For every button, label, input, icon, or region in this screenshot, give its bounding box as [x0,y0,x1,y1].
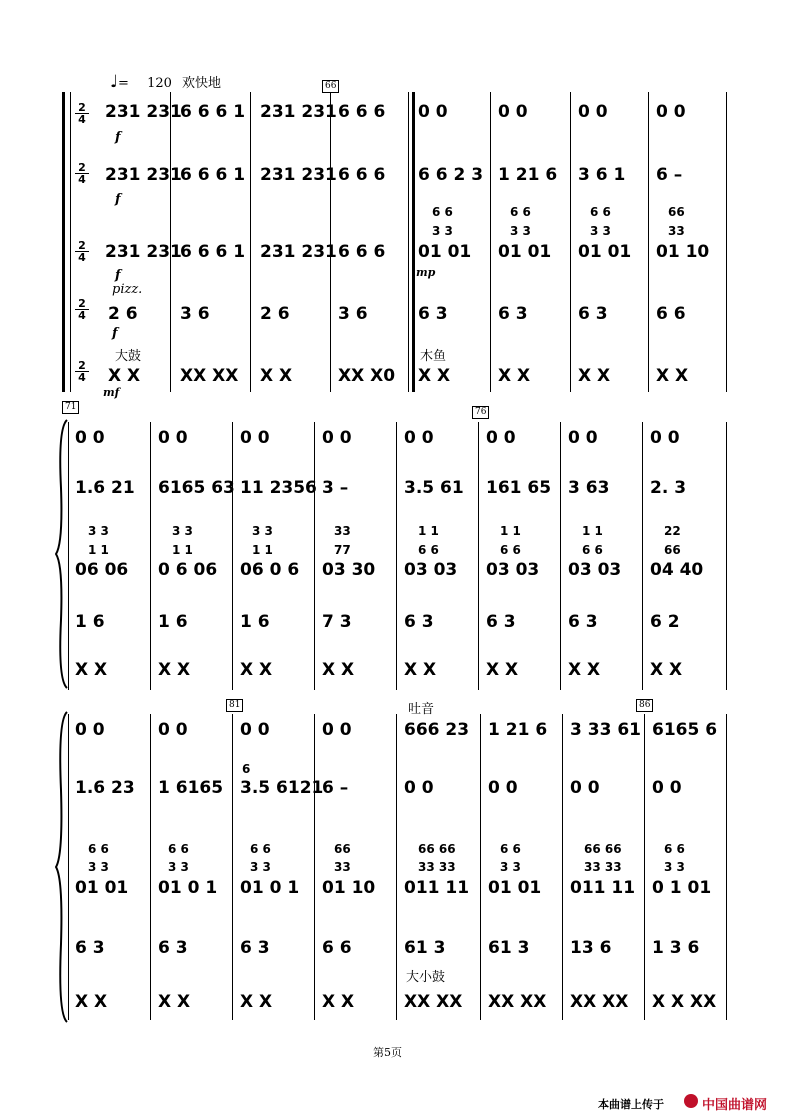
barline [250,92,251,392]
chord-upper: 1 1 [500,524,521,538]
notation-cell: X X [75,660,108,680]
barline [232,422,233,690]
notation-cell: 1 21 6 [488,720,548,740]
notation-cell: 011 11 [570,878,636,898]
barline [314,422,315,690]
barline [570,92,571,392]
notation-cell: X X [568,660,601,680]
notation-cell: 0 0 [486,428,516,448]
notation-cell: 0 0 [568,428,598,448]
chord-upper: 66 [334,842,351,856]
notation-cell: X X [322,660,355,680]
system-barline-start [70,92,71,392]
notation-cell: 6 3 [404,612,434,632]
notation-cell: 6 3 [578,304,608,324]
notation-cell: 6165 63 [158,478,235,498]
dynamic-marking: f [112,326,118,341]
notation-cell: 1 3 6 [652,938,700,958]
system-brace [55,710,69,1024]
notation-cell: X X [418,366,451,386]
notation-cell: 0 0 [240,428,270,448]
chord-upper: 6 6 [88,842,109,856]
page-number: 第5页 [373,1046,402,1059]
notation-cell: 3 6 [338,304,368,324]
notation-cell: 0 0 [578,102,608,122]
chord-upper: 1 1 [418,524,439,538]
notation-cell: X X [656,366,689,386]
notation-cell: X X [240,992,273,1012]
notation-cell: 231 231 [260,102,337,122]
notation-cell: 13 6 [570,938,612,958]
barline [726,422,727,690]
dynamic-marking: f [115,268,121,283]
barline [68,714,69,1020]
measure-number: 86 [636,699,653,712]
notation-cell: 2 6 [108,304,138,324]
notation-cell: 01 10 [322,878,376,898]
chord-upper: 1 1 [582,524,603,538]
technique-marking: 吐音 [408,702,435,717]
notation-cell: 6 6 6 1 [180,102,246,122]
notation-cell: XX XX [570,992,629,1012]
notation-cell: 6 3 [568,612,598,632]
notation-cell: 6 – [322,778,349,798]
notation-cell: 0 0 [404,428,434,448]
notation-cell: XX X0 [338,366,396,386]
time-signature: 2 4 [75,240,89,263]
notation-cell: 11 2356 [240,478,317,498]
notation-cell: 03 03 [404,560,458,580]
barline [490,92,491,392]
notation-cell: 6 6 6 1 [180,165,246,185]
notation-cell: X X [260,366,293,386]
measure-number: 66 [322,80,339,93]
dynamic-marking: f [115,192,121,207]
chord-lower: 3 3 [432,224,453,238]
notation-cell: 01 0 1 [240,878,300,898]
notation-cell: 06 06 [75,560,129,580]
notation-cell: 0 0 [75,720,105,740]
technique-marking: pizz. [112,282,143,297]
notation-cell: 2 6 [260,304,290,324]
notation-cell: 0 0 [652,778,682,798]
notation-cell: 0 0 [322,720,352,740]
notation-cell: X X [75,992,108,1012]
notation-cell: 0 0 [570,778,600,798]
system-bracket [62,92,65,392]
chord-lower: 66 [664,543,681,557]
barline [68,422,69,690]
barline [150,422,151,690]
notation-cell: X X [498,366,531,386]
chord-lower: 6 6 [500,543,521,557]
notation-cell: 011 11 [404,878,470,898]
notation-cell: 2. 3 [650,478,687,498]
notation-cell: 06 0 6 [240,560,300,580]
notation-cell: 6 6 6 [338,242,386,262]
quarter-note-icon: ♩ [110,72,119,92]
notation-cell: 231 231 [105,102,182,122]
time-signature: 2 4 [75,162,89,185]
chord-upper: 6 6 [500,842,521,856]
site-logo-icon [684,1094,698,1108]
notation-cell: 01 01 [488,878,542,898]
notation-cell: 0 0 [158,720,188,740]
barline [726,714,727,1020]
measure-number: 81 [226,699,243,712]
chord-upper: 6 6 [510,205,531,219]
instrument-label: 大鼓 [115,349,142,364]
notation-cell: X X [578,366,611,386]
notation-cell: X X [158,992,191,1012]
notation-cell: XX XX [488,992,547,1012]
chord-lower: 1 1 [172,543,193,557]
notation-cell: 7 3 [322,612,352,632]
notation-cell: 01 01 [498,242,552,262]
barline [150,714,151,1020]
notation-cell: 1 6 [240,612,270,632]
chord-upper: 66 [668,205,685,219]
notation-cell: 6 6 6 [338,102,386,122]
chord-lower: 6 6 [582,543,603,557]
chord-upper: 6 6 [250,842,271,856]
notation-cell: 6165 6 [652,720,718,740]
upload-note: 本曲谱上传于 [598,1098,664,1111]
notation-cell: 6 3 [418,304,448,324]
notation-cell: 1.6 21 [75,478,135,498]
chord-lower: 3 3 [500,860,521,874]
notation-cell: 3 6 1 [578,165,626,185]
barline [480,714,481,1020]
notation-cell: 6 6 6 [338,165,386,185]
notation-cell: 04 40 [650,560,704,580]
chord-lower: 3 3 [664,860,685,874]
repeat-barline-thick [412,92,415,392]
notation-cell: 3 63 [568,478,610,498]
chord-upper: 6 6 [664,842,685,856]
notation-cell: XX XX [180,366,239,386]
notation-cell: XX XX [404,992,463,1012]
chord-upper: 6 6 [590,205,611,219]
barline [562,714,563,1020]
notation-cell: 03 03 [568,560,622,580]
notation-cell: 0 0 [488,778,518,798]
notation-cell: X X [650,660,683,680]
notation-cell: 0 0 [498,102,528,122]
notation-cell: 3 33 61 [570,720,641,740]
measure-number: 76 [472,406,489,419]
notation-cell: 03 30 [322,560,376,580]
chord-lower: 33 33 [584,860,622,874]
barline [396,422,397,690]
time-signature: 2 4 [75,298,89,321]
notation-cell: 0 6 06 [158,560,218,580]
instrument-label: 木鱼 [420,349,447,364]
chord-upper: 3 3 [172,524,193,538]
notation-cell: 1 6165 [158,778,224,798]
chord-lower: 3 3 [590,224,611,238]
chord-upper: 6 6 [168,842,189,856]
notation-cell: 01 10 [656,242,710,262]
notation-cell: 0 0 [75,428,105,448]
barline [478,422,479,690]
notation-cell: 0 0 [158,428,188,448]
notation-cell: 3.5 6121 [240,778,324,798]
notation-cell: 0 0 [404,778,434,798]
chord-upper: 33 [334,524,351,538]
notation-cell: 61 3 [404,938,446,958]
notation-cell: 6 3 [486,612,516,632]
chord-lower: 33 [334,860,351,874]
chord-upper: 22 [664,524,681,538]
barline [314,714,315,1020]
chord-lower: 3 3 [250,860,271,874]
notation-cell: 03 03 [486,560,540,580]
notation-cell: 0 1 01 [652,878,712,898]
chord-upper: 6 6 [432,205,453,219]
notation-cell: 0 0 [240,720,270,740]
time-signature: 2 4 [75,102,89,125]
chord-upper: 3 3 [252,524,273,538]
notation-cell: 0 0 [650,428,680,448]
notation-cell: X X [240,660,273,680]
notation-cell: 01 01 [75,878,129,898]
notation-cell: 0 0 [418,102,448,122]
chord-upper: 66 66 [584,842,622,856]
chord-lower: 1 1 [252,543,273,557]
notation-cell: 01 0 1 [158,878,218,898]
notation-cell: 231 231 [260,242,337,262]
notation-cell: 6 6 [656,304,686,324]
chord-upper: 6 [242,762,251,776]
notation-cell: 6 6 2 3 [418,165,484,185]
dynamic-marking: mp [416,266,436,279]
notation-cell: X X [108,366,141,386]
site-name[interactable]: 中国曲谱网 [702,1098,768,1113]
chord-lower: 3 3 [168,860,189,874]
barline [232,714,233,1020]
notation-cell: 6 – [656,165,683,185]
time-signature: 2 4 [75,360,89,383]
notation-cell: 1 6 [75,612,105,632]
notation-cell: 6 6 [322,938,352,958]
notation-cell: 231 231 [105,165,182,185]
barline [648,92,649,392]
notation-cell: 6 2 [650,612,680,632]
notation-cell: 3 6 [180,304,210,324]
chord-lower: 6 6 [418,543,439,557]
notation-cell: 6 3 [240,938,270,958]
notation-cell: 231 231 [260,165,337,185]
notation-cell: 6 6 6 1 [180,242,246,262]
tempo-marking: ♩= 120 欢快地 [110,72,222,92]
barline [560,422,561,690]
notation-cell: 6 3 [75,938,105,958]
notation-cell: 0 0 [322,428,352,448]
repeat-barline [408,92,409,392]
notation-cell: X X XX [652,992,717,1012]
chord-lower: 1 1 [88,543,109,557]
dynamic-marking: f [115,130,121,145]
notation-cell: 1 6 [158,612,188,632]
notation-cell: 3 – [322,478,349,498]
measure-number: 71 [62,401,79,414]
notation-cell: 231 231 [105,242,182,262]
barline [726,92,727,392]
notation-cell: 01 01 [578,242,632,262]
notation-cell: 6 3 [158,938,188,958]
notation-cell: 1 21 6 [498,165,558,185]
dynamic-marking: mf [103,386,120,399]
chord-lower: 3 3 [510,224,531,238]
notation-cell: 1.6 23 [75,778,135,798]
chord-lower: 77 [334,543,351,557]
system-brace [55,418,69,690]
notation-cell: 161 65 [486,478,552,498]
notation-cell: 01 01 [418,242,472,262]
notation-cell: X X [486,660,519,680]
chord-upper: 66 66 [418,842,456,856]
instrument-label: 大小鼓 [406,970,446,985]
chord-lower: 33 [668,224,685,238]
notation-cell: 0 0 [656,102,686,122]
barline [396,714,397,1020]
chord-upper: 3 3 [88,524,109,538]
notation-cell: X X [322,992,355,1012]
chord-lower: 3 3 [88,860,109,874]
barline [642,422,643,690]
barline [644,714,645,1020]
notation-cell: X X [158,660,191,680]
notation-cell: 666 23 [404,720,470,740]
notation-cell: 3.5 61 [404,478,464,498]
notation-cell: 61 3 [488,938,530,958]
notation-cell: X X [404,660,437,680]
chord-lower: 33 33 [418,860,456,874]
notation-cell: 6 3 [498,304,528,324]
